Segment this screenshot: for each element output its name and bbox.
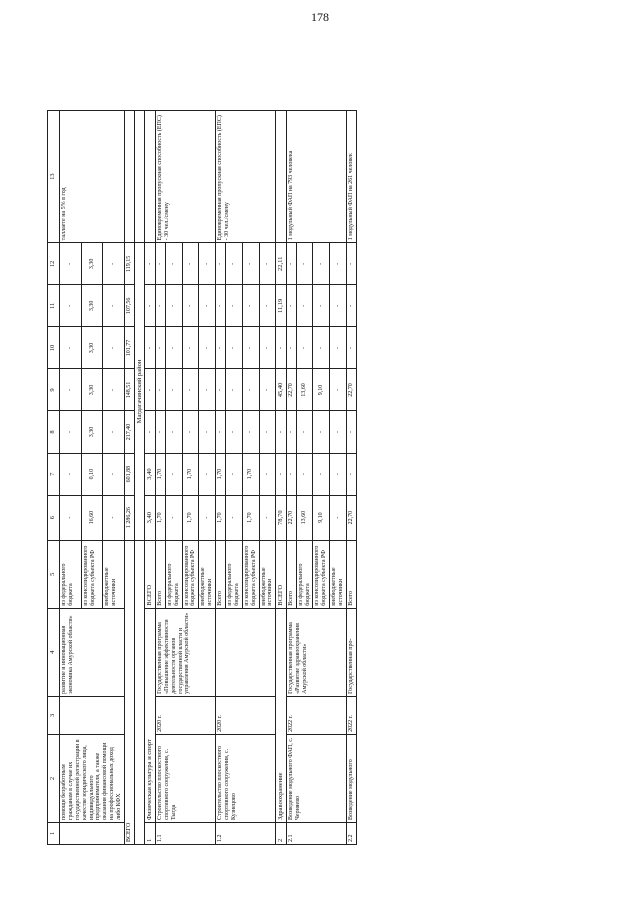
result-cell: 1 модульный ФАП на 261 человек	[347, 111, 357, 243]
total-value-cell: 119,15	[125, 243, 135, 285]
value-cell: -	[60, 369, 82, 411]
object-name-cell: Строительство плоскостного спортивного сооружения, с. Кузнецово	[216, 734, 276, 822]
year-cell: 2020 г.	[216, 696, 276, 734]
section-total-value-cell: -	[145, 285, 155, 327]
section-total-value-cell: -	[276, 411, 286, 453]
value-cell: 3,30	[81, 243, 103, 285]
value-cell: -	[60, 327, 82, 369]
value-cell: -	[155, 285, 165, 327]
value-cell: -	[296, 453, 313, 495]
value-cell: -	[242, 369, 259, 411]
value-cell: -	[225, 369, 242, 411]
value-cell: -	[60, 243, 82, 285]
value-cell: -	[216, 369, 226, 411]
row-number-cell: 2.2	[347, 822, 357, 844]
column-header-11: 11	[48, 285, 60, 327]
result-cell: таллаете на 5% в год	[60, 111, 125, 243]
value-cell: -	[296, 327, 313, 369]
value-cell: -	[259, 243, 276, 285]
value-cell: -	[103, 285, 125, 327]
value-cell: -	[225, 327, 242, 369]
value-cell: -	[216, 285, 226, 327]
funding-source-cell: из консолидированного бюджета субъекта РФ	[242, 540, 259, 608]
value-cell: -	[286, 327, 296, 369]
program-cell	[216, 608, 276, 696]
value-cell: -	[225, 453, 242, 495]
value-cell: -	[165, 411, 182, 453]
section-total-value-cell: -	[145, 411, 155, 453]
value-cell: 3,30	[81, 285, 103, 327]
value-cell: -	[286, 285, 296, 327]
value-cell: -	[286, 453, 296, 495]
section-total-value-cell: 45,40	[276, 369, 286, 411]
section-total-label-cell: ВСЕГО	[276, 540, 286, 608]
row-number-cell: 1.2	[216, 822, 276, 844]
value-cell: -	[199, 411, 216, 453]
value-cell: -	[242, 285, 259, 327]
value-cell: -	[60, 453, 82, 495]
value-cell: -	[165, 243, 182, 285]
table-row	[347, 111, 357, 845]
object-name-cell: Возведение модульного ФАП, с. Черняево	[286, 734, 346, 822]
value-cell: -	[286, 411, 296, 453]
funding-source-cell: Всего	[286, 540, 296, 608]
value-cell: -	[103, 327, 125, 369]
object-name-cell: Строительство плоскостного спортивного сооружения, с. Тыгда	[155, 734, 215, 822]
section-row	[276, 111, 286, 845]
column-header-10: 10	[48, 327, 60, 369]
header-row	[48, 111, 60, 845]
value-cell: -	[313, 285, 330, 327]
table-row	[155, 111, 165, 845]
section-total-value-cell: -	[145, 369, 155, 411]
value-cell: -	[259, 285, 276, 327]
section-total-value-cell: 22,11	[276, 243, 286, 285]
district-name-cell: Магдагачинский район	[134, 243, 144, 540]
blank-cell	[134, 111, 144, 243]
funding-source-cell: внебюджетные источники	[103, 540, 125, 608]
total-value-cell: 148,51	[125, 369, 135, 411]
value-cell: -	[199, 285, 216, 327]
result-cell: 1 модульный ФАП на 793 человека	[286, 111, 346, 243]
value-cell: 16,60	[81, 495, 103, 540]
value-cell: 9,10	[313, 495, 330, 540]
value-cell: -	[313, 243, 330, 285]
object-name-cell: помощи безработным гражданам в случае их государственной регистрации в качестве юридического лица, индивидуального предпринимателя, а также оказания финансовой помощи на профессиональных доход либо КФХ	[60, 734, 125, 822]
value-cell: 13,60	[296, 495, 313, 540]
value-cell: 1,70	[182, 495, 199, 540]
result-cell	[145, 111, 155, 243]
column-header-5: 5	[48, 540, 60, 608]
value-cell: -	[182, 369, 199, 411]
blank-cell	[134, 540, 144, 844]
value-cell: -	[182, 327, 199, 369]
value-cell: -	[216, 327, 226, 369]
value-cell: -	[313, 327, 330, 369]
funding-source-cell: из консолидированного бюджета субъекта РФ	[182, 540, 199, 608]
value-cell: 1,70	[155, 495, 165, 540]
value-cell: -	[182, 285, 199, 327]
value-cell: -	[347, 243, 357, 285]
year-cell	[60, 696, 125, 734]
value-cell: -	[199, 495, 216, 540]
total-value-cell: 107,56	[125, 285, 135, 327]
value-cell: 3,30	[81, 411, 103, 453]
value-cell: -	[225, 495, 242, 540]
value-cell: -	[296, 285, 313, 327]
value-cell: -	[330, 369, 347, 411]
funding-source-cell: из консолидированного бюджета субъекта РФ	[81, 540, 103, 608]
value-cell: -	[199, 369, 216, 411]
program-cell: Государственная программа «Повышение эффективности деятельности органов государственной власти и управления Амурской области»	[155, 608, 215, 696]
funding-source-cell: из федерального бюджета	[165, 540, 182, 608]
value-cell: -	[347, 327, 357, 369]
value-cell: 22,70	[286, 495, 296, 540]
total-value-cell: 1 286,26	[125, 495, 135, 540]
page-number: 178	[311, 10, 329, 24]
value-cell: -	[165, 369, 182, 411]
value-cell: -	[103, 453, 125, 495]
value-cell: -	[165, 327, 182, 369]
total-row	[125, 111, 135, 845]
value-cell: -	[286, 243, 296, 285]
value-cell: -	[155, 369, 165, 411]
funding-source-cell: внебюджетные источники	[259, 540, 276, 608]
section-total-value-cell: -	[145, 243, 155, 285]
rotated-table-sheet	[47, 110, 557, 845]
value-cell: -	[225, 411, 242, 453]
column-header-2: 2	[48, 734, 60, 822]
column-header-7: 7	[48, 453, 60, 495]
year-cell: 2022 г.	[286, 696, 346, 734]
value-cell: 1,70	[242, 453, 259, 495]
total-value-cell: 217,40	[125, 411, 135, 453]
value-cell: -	[330, 453, 347, 495]
result-cell	[276, 111, 286, 243]
column-header-4: 4	[48, 608, 60, 696]
total-value-cell: 101,77	[125, 327, 135, 369]
table-row	[286, 111, 296, 845]
year-cell: 2020 г.	[155, 696, 215, 734]
value-cell: 13,60	[296, 369, 313, 411]
value-cell: -	[199, 327, 216, 369]
program-cell: Государственная программа «Развитие здравоохранения Амурской области»	[286, 608, 346, 696]
value-cell: 3,30	[81, 369, 103, 411]
section-label-cell: Физическая культура и спорт	[145, 608, 155, 822]
section-total-value-cell: 11,19	[276, 285, 286, 327]
funding-source-cell: из консолидированного бюджета субъекта РФ	[313, 540, 330, 608]
value-cell: -	[165, 453, 182, 495]
value-cell: 22,70	[286, 369, 296, 411]
value-cell: -	[347, 453, 357, 495]
value-cell: -	[165, 285, 182, 327]
table-row	[216, 111, 226, 845]
value-cell: -	[259, 453, 276, 495]
value-cell: 0,10	[81, 453, 103, 495]
value-cell: -	[60, 285, 82, 327]
section-total-value-cell: 3,40	[145, 495, 155, 540]
value-cell: -	[330, 495, 347, 540]
value-cell: -	[216, 411, 226, 453]
value-cell: -	[330, 285, 347, 327]
value-cell: -	[259, 495, 276, 540]
section-total-value-cell: 3,40	[145, 453, 155, 495]
value-cell: 1,70	[182, 453, 199, 495]
funding-source-cell: Всего	[216, 540, 226, 608]
column-header-9: 9	[48, 369, 60, 411]
funding-source-cell: внебюджетные источники	[199, 540, 216, 608]
column-header-6: 6	[48, 495, 60, 540]
section-total-value-cell: -	[276, 453, 286, 495]
value-cell: -	[216, 243, 226, 285]
value-cell: 3,30	[81, 327, 103, 369]
value-cell: -	[182, 411, 199, 453]
column-header-13: 13	[48, 111, 60, 243]
column-header-1: 1	[48, 822, 60, 844]
row-number-cell	[60, 822, 125, 844]
value-cell: -	[259, 327, 276, 369]
value-cell: -	[259, 411, 276, 453]
value-cell: -	[155, 411, 165, 453]
section-number-cell: 1	[145, 822, 155, 844]
column-header-12: 12	[48, 243, 60, 285]
value-cell: -	[103, 369, 125, 411]
value-cell: -	[199, 453, 216, 495]
value-cell: -	[155, 327, 165, 369]
value-cell: -	[225, 243, 242, 285]
funding-source-cell: Всего	[347, 540, 357, 608]
section-number-cell: 2	[276, 822, 286, 844]
result-cell: Единовременная пропускная способность (ЕПС) - 30 чел./смену	[155, 111, 215, 243]
value-cell: 22,70	[347, 495, 357, 540]
value-cell: -	[103, 411, 125, 453]
value-cell: 9,10	[313, 369, 330, 411]
total-label-cell: ВСЕГО	[125, 540, 135, 844]
table-body	[48, 111, 357, 845]
section-total-value-cell: -	[145, 327, 155, 369]
value-cell: -	[242, 243, 259, 285]
section-row	[145, 111, 155, 845]
value-cell: -	[60, 411, 82, 453]
value-cell: -	[259, 369, 276, 411]
object-name-cell: Возведение модульного	[347, 734, 357, 822]
table-row	[60, 111, 82, 845]
value-cell: -	[330, 411, 347, 453]
value-cell: -	[242, 327, 259, 369]
value-cell: -	[296, 243, 313, 285]
funding-source-cell: из федерального бюджета	[225, 540, 242, 608]
result-cell	[125, 111, 135, 243]
value-cell: -	[313, 411, 330, 453]
funding-source-cell: из федерального бюджета	[296, 540, 313, 608]
value-cell: -	[225, 285, 242, 327]
value-cell: -	[347, 285, 357, 327]
district-row	[134, 111, 144, 845]
value-cell: 1,70	[216, 453, 226, 495]
column-header-8: 8	[48, 411, 60, 453]
funding-source-cell: Всего	[155, 540, 165, 608]
program-cell: развитие и инновационная экономика Амурской области»	[60, 608, 125, 696]
value-cell: -	[103, 495, 125, 540]
section-total-value-cell: 78,70	[276, 495, 286, 540]
value-cell: -	[242, 411, 259, 453]
value-cell: 1,70	[242, 495, 259, 540]
value-cell: -	[330, 243, 347, 285]
value-cell: -	[103, 243, 125, 285]
section-total-label-cell: ВСЕГО	[145, 540, 155, 608]
value-cell: -	[347, 411, 357, 453]
section-label-cell: Здравоохранение	[276, 608, 286, 822]
row-number-cell: 1.1	[155, 822, 215, 844]
program-cell: Государственная про-	[347, 608, 357, 696]
investment-table	[47, 110, 357, 845]
result-cell: Единовременная пропускная способность (ЕПС) - 30 чел./смену	[216, 111, 276, 243]
value-cell: -	[330, 327, 347, 369]
row-number-cell: 2.1	[286, 822, 346, 844]
value-cell: 1,70	[155, 453, 165, 495]
year-cell: 2022 г.	[347, 696, 357, 734]
column-header-3: 3	[48, 696, 60, 734]
value-cell: 22,70	[347, 369, 357, 411]
value-cell: -	[60, 495, 82, 540]
section-total-value-cell: -	[276, 327, 286, 369]
value-cell: -	[199, 243, 216, 285]
value-cell: -	[155, 243, 165, 285]
value-cell: -	[182, 243, 199, 285]
value-cell: 1,70	[216, 495, 226, 540]
value-cell: -	[313, 453, 330, 495]
funding-source-cell: из федерального бюджета	[60, 540, 82, 608]
total-value-cell: 601,88	[125, 453, 135, 495]
funding-source-cell: внебюджетные источники	[330, 540, 347, 608]
value-cell: -	[296, 411, 313, 453]
value-cell: -	[165, 495, 182, 540]
